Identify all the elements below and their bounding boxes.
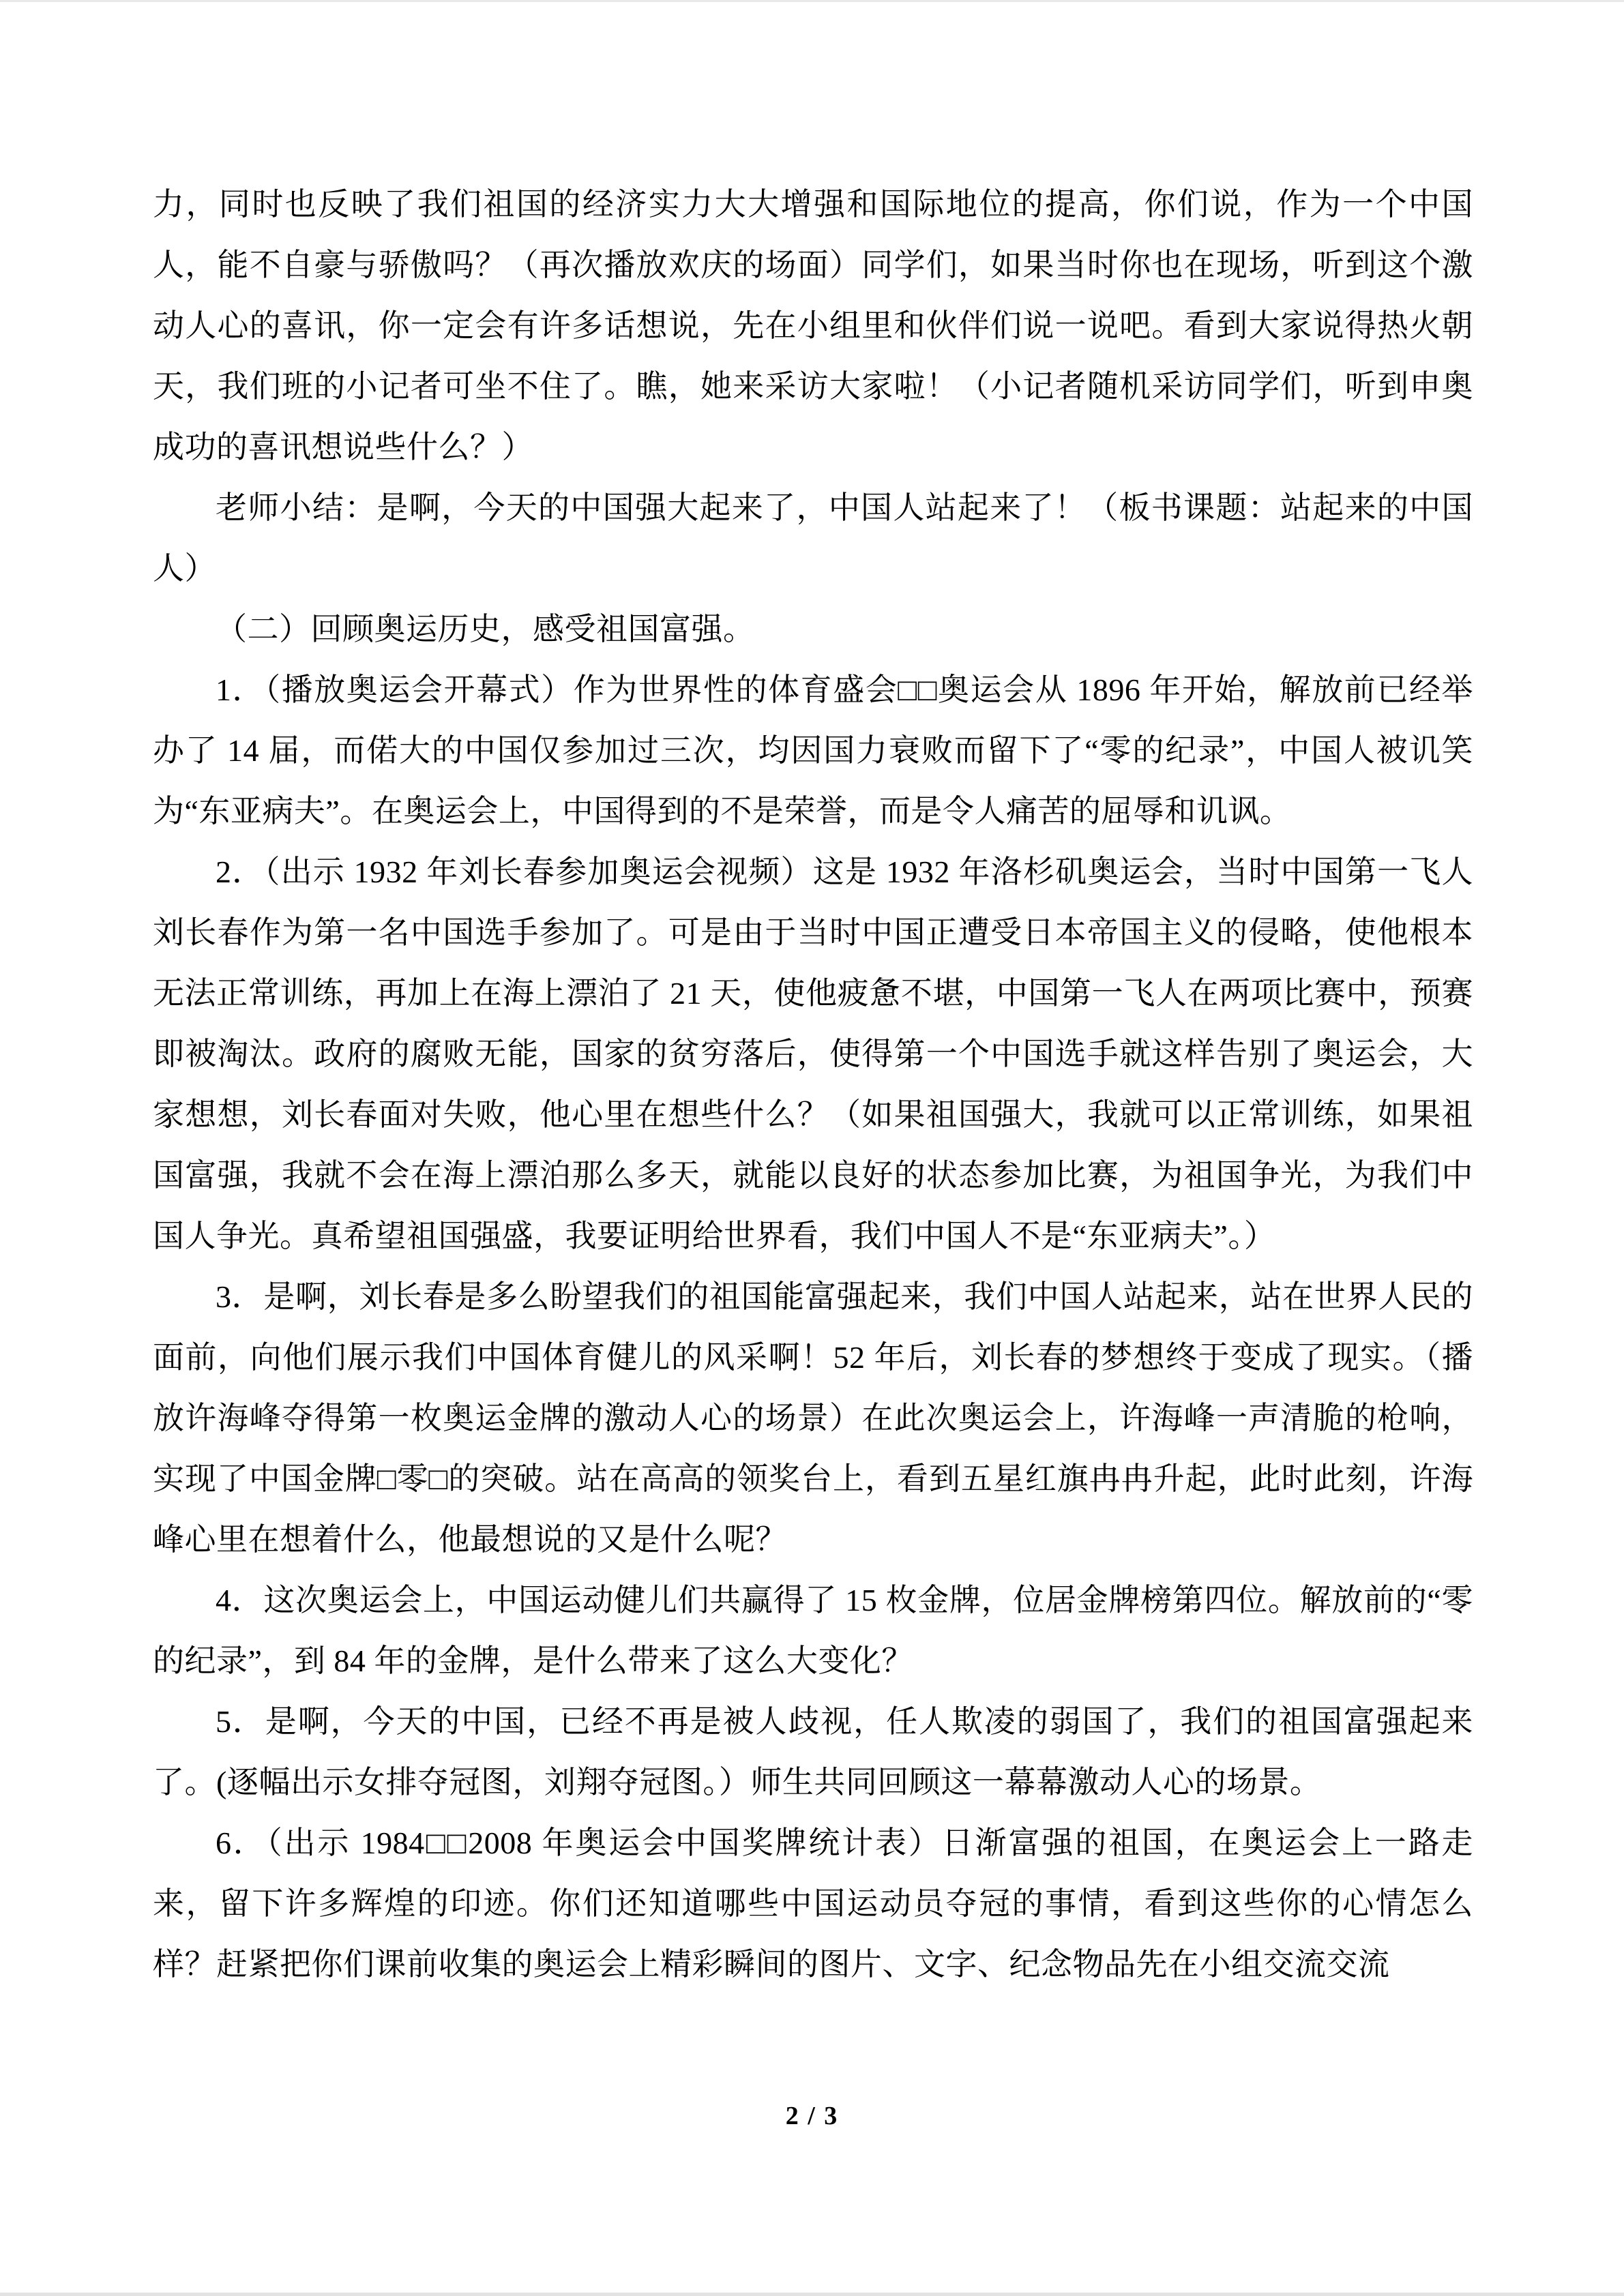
paragraph-continuation: 力，同时也反映了我们祖国的经济实力大大增强和国际地位的提高，你们说，作为一个中国人，能不自豪与骄傲吗？（再次播放欢庆的场面）同学们，如果当时你也在现场，听到这个激动人心的喜讯，你一定会有许多话想说，先在小组里和伙伴们说一说吧。看到大家说得热火朝天，我们班的小记者可坐不住了。瞧，她来采访大家啦！（小记者随机采访同学们，听到申奥成功的喜讯想说些什么？）	[153, 187, 1473, 464]
paragraph-item-5: 5．是啊，今天的中国，已经不再是被人歧视，任人欺凌的弱国了，我们的祖国富强起来了。(逐幅出示女排夺冠图，刘翔夺冠图。）师生共同回顾这一幕幕激动人心的场景。	[153, 1704, 1473, 1800]
document-body	[153, 174, 1473, 1995]
page-number: 2 / 3	[785, 2102, 839, 2130]
paragraph-item-4: 4．这次奥运会上，中国运动健儿们共赢得了 15 枚金牌，位居金牌榜第四位。解放前的“零的纪录”，到 84 年的金牌，是什么带来了这么大变化？	[153, 1583, 1473, 1678]
paragraph-item-2: 2．（出示 1932 年刘长春参加奥运会视频）这是 1932 年洛杉矶奥运会，当时中国第一飞人刘长春作为第一名中国选手参加了。可是由于当时中国正遭受日本帝国主义的侵略，使他根本无法正常训练，再加上在海上漂泊了 21 天，使他疲惫不堪，中国第一飞人在两项比赛中，预赛即被淘汰。政府的腐败无能，国家的贫穷落后，使得第一个中国选手就这样告别了奥运会，大家想想，刘长春面对失败，他心里在想些什么？（如果祖国强大，我就可以正常训练，如果祖国富强，我就不会在海上漂泊那么多天，就能以良好的状态参加比赛，为祖国争光，为我们中国人争光。真希望祖国强盛，我要证明给世界看，我们中国人不是“东亚病夫”。）	[153, 854, 1474, 1253]
paragraph-item-3: 3．是啊，刘长春是多么盼望我们的祖国能富强起来，我们中国人站起来，站在世界人民的面前，向他们展示我们中国体育健儿的风采啊！52 年后，刘长春的梦想终于变成了现实。（播放许海峰夺得第一枚奥运金牌的激动人心的场景）在此次奥运会上，许海峰一声清脆的枪响，实现了中国金牌□零□的突破。站在高高的领奖台上，看到五星红旗冉冉升起，此时此刻，许海峰心里在想着什么，他最想说的又是什么呢？	[153, 1279, 1473, 1557]
paragraph-item-6: 6．（出示 1984□□2008 年奥运会中国奖牌统计表）日渐富强的祖国，在奥运会上一路走来，留下许多辉煌的印迹。你们还知道哪些中国运动员夺冠的事情，看到这些你的心情怎么样？赶紧把你们课前收集的奥运会上精彩瞬间的图片、文字、纪念物品先在小组交流交流	[153, 1825, 1473, 1982]
paragraph-section-heading: （二）回顾奥运历史，感受祖国富强。	[216, 612, 755, 646]
paragraph-item-1: 1．（播放奥运会开幕式）作为世界性的体育盛会□□奥运会从 1896 年开始，解放前已经举办了 14 届，而偌大的中国仅参加过三次，均因国力衰败而留下了“零的纪录”，中国人被讥笑为“东亚病夫”。在奥运会上，中国得到的不是荣誉，而是令人痛苦的屈辱和讥讽。	[153, 672, 1473, 829]
paragraph-teacher-summary: 老师小结：是啊，今天的中国强大起来了，中国人站起来了！（板书课题：站起来的中国人）	[153, 490, 1473, 586]
